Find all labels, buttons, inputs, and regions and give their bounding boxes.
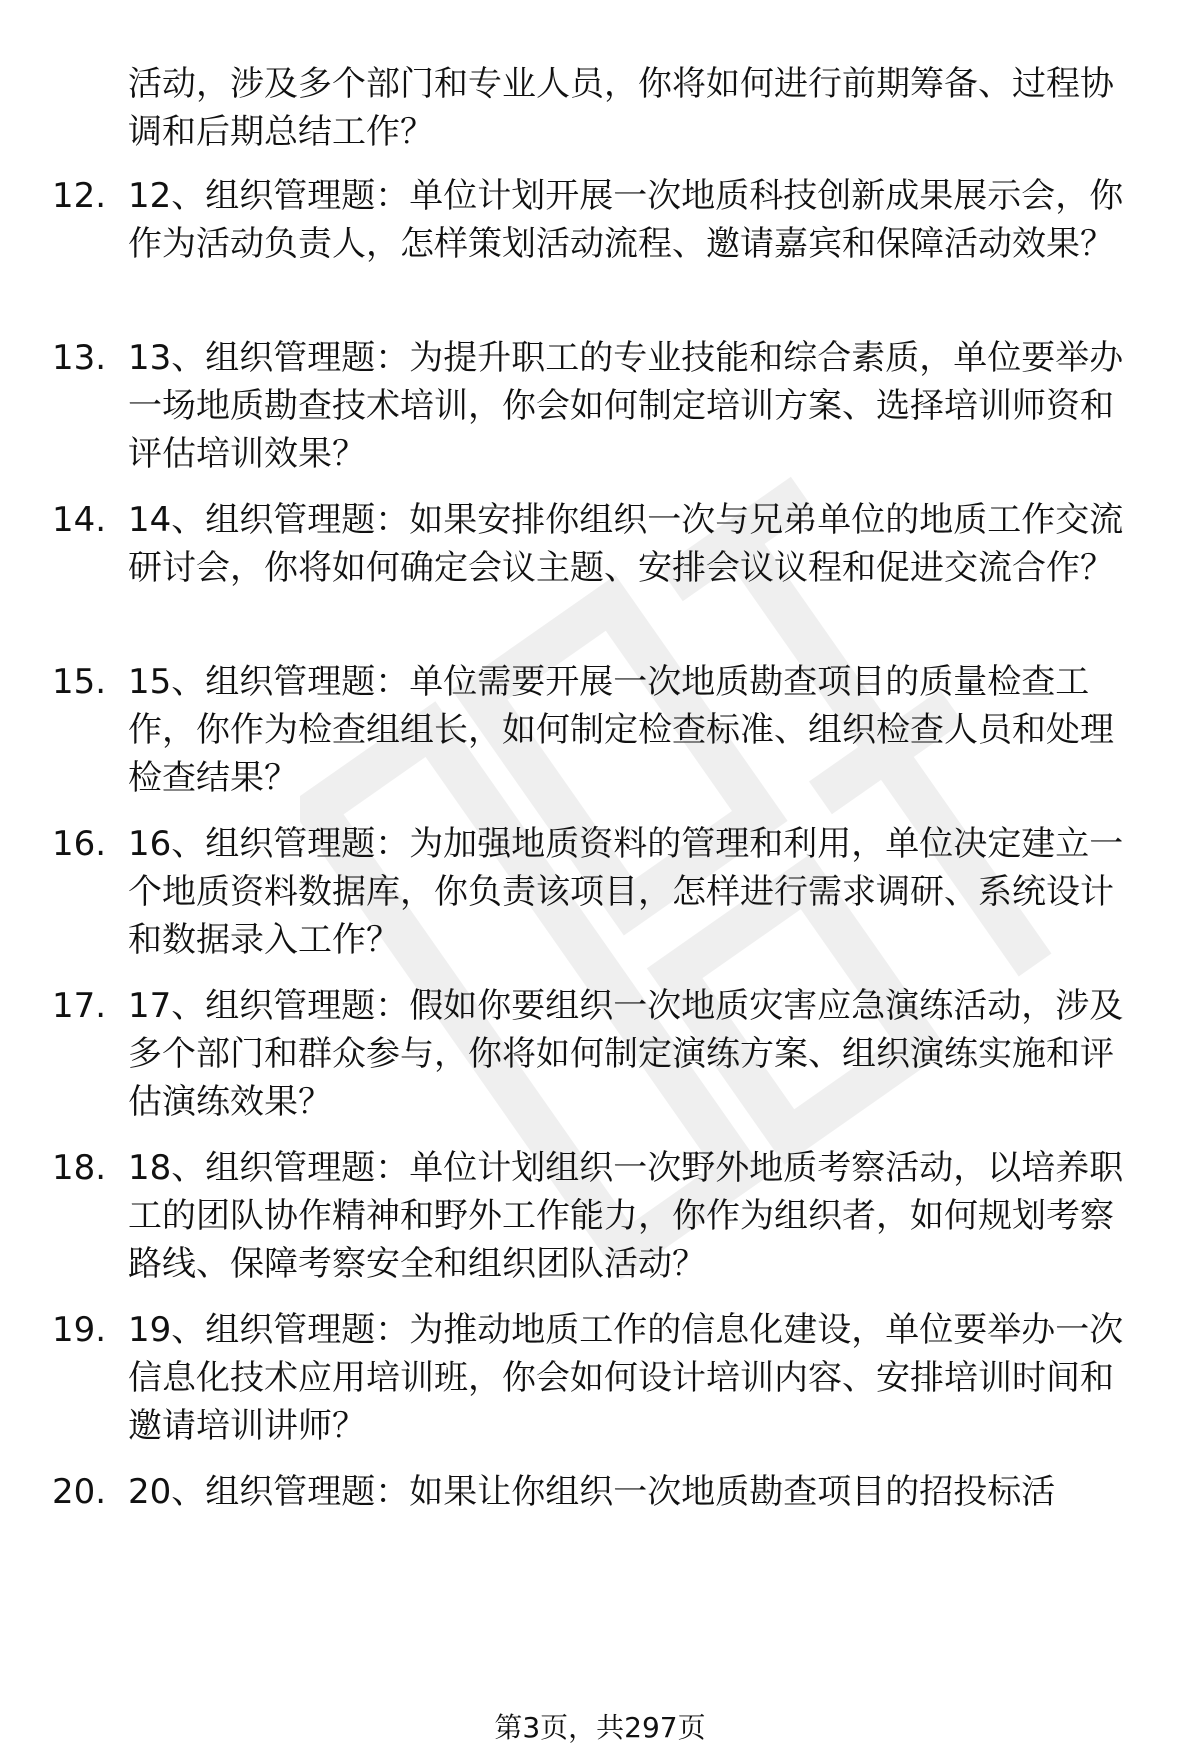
question-text: 19、组织管理题：为推动地质工作的信息化建设，单位要举办一次信息化技术应用培训班，你会如何设计培训内容、安排培训时间和邀请培训讲师？ <box>128 1310 1124 1446</box>
question-number: 16. <box>52 824 107 864</box>
question-number: 13. <box>52 338 107 378</box>
question-number: 17. <box>52 986 107 1026</box>
question-number: 20. <box>52 1472 107 1512</box>
question-text: 15、组织管理题：单位需要开展一次地质勘查项目的质量检查工作，你作为检查组组长，如何制定检查标准、组织检查人员和处理检查结果？ <box>128 662 1114 798</box>
question-text: 12、组织管理题：单位计划开展一次地质科技创新成果展示会，你作为活动负责人，怎样策划活动流程、邀请嘉宾和保障活动效果？ <box>128 176 1124 264</box>
question-number: 12. <box>52 176 107 216</box>
question-text: 17、组织管理题：假如你要组织一次地质灾害应急演练活动，涉及多个部门和群众参与，你将如何制定演练方案、组织演练实施和评估演练效果？ <box>128 986 1124 1122</box>
question-text: 13、组织管理题：为提升职工的专业技能和综合素质，单位要举办一场地质勘查技术培训，你会如何制定培训方案、选择培训师资和评估培训效果？ <box>128 338 1124 474</box>
page-footer: 第3页，共297页 <box>494 1711 706 1744</box>
continuation-text: 活动，涉及多个部门和专业人员，你将如何进行前期筹备、过程协调和后期总结工作？ <box>128 64 1114 152</box>
question-text: 20、组织管理题：如果让你组织一次地质勘查项目的招投标活 <box>128 1472 1056 1512</box>
question-text: 18、组织管理题：单位计划组织一次野外地质考察活动，以培养职工的团队协作精神和野外工作能力，你作为组织者，如何规划考察路线、保障考察安全和组织团队活动？ <box>128 1148 1124 1284</box>
question-number: 18. <box>52 1148 107 1188</box>
question-text: 14、组织管理题：如果安排你组织一次与兄弟单位的地质工作交流研讨会，你将如何确定会议主题、安排会议议程和促进交流合作？ <box>128 500 1124 588</box>
question-number: 14. <box>52 500 107 540</box>
question-number: 15. <box>52 662 107 702</box>
question-text: 16、组织管理题：为加强地质资料的管理和利用，单位决定建立一个地质资料数据库，你负责该项目，怎样进行需求调研、系统设计和数据录入工作？ <box>128 824 1124 960</box>
question-number: 19. <box>52 1310 107 1350</box>
